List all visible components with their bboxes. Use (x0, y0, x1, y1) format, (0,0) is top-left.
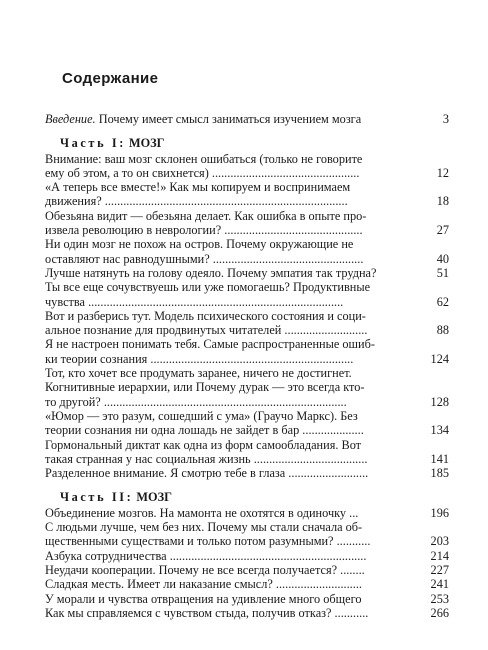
entry-text-line: Гормональный диктат как одна из форм самообладания. Вот (45, 437, 362, 452)
entry-text-line: С людьми лучше, чем без них. Почему мы стали сначала об- (45, 520, 363, 535)
intro-text: Почему имеет смысл заниматься изучением мозга (98, 112, 362, 126)
entry-text-line: Ты все еще сочувствуешь или уже помогаешь? Продуктивные (45, 280, 371, 295)
toc-entry (45, 180, 449, 194)
toc-entry-continued (45, 194, 449, 208)
entry-text-line: Объединение мозгов. На мамонта не охотятся в одиночку ... (45, 505, 359, 520)
entry-text-line: Тот, кто хочет все продумать заранее, ничего не достигнет. (45, 366, 352, 381)
entry-text-line: Азбука сотрудничества ................................................................ (45, 548, 367, 563)
entry-text-line: то другой? ............................................................................... (45, 394, 347, 409)
entry-text-line: Неудачи кооперации. Почему не все всегда получается? ........ (45, 562, 365, 577)
entry-text-line: Внимание: ваш мозг склонен ошибаться (только не говорите (45, 151, 363, 166)
part1-entries (45, 152, 449, 481)
entry-text-line: ему об этом, а то он свихнется) ................................................ (45, 165, 360, 180)
toc-entry (45, 577, 449, 591)
part-label: Часть I: (60, 136, 126, 151)
page-number: 134 (430, 423, 449, 438)
entry-text-line: щественными существами и только потом разумными? ........... (45, 534, 371, 549)
toc-entry-continued (45, 252, 449, 266)
entry-text-line: «А теперь все вместе!» Как мы копируем и воспринимаем (45, 180, 351, 195)
page-number: 124 (430, 351, 449, 366)
toc-entry (45, 506, 449, 520)
toc-entry (45, 366, 449, 380)
page-number: 196 (430, 505, 449, 520)
toc-entry-continued (45, 166, 449, 180)
entry-text-line: Разделенное внимание. Я смотрю тебе в глаза .......................... (45, 466, 369, 481)
part-heading-2 (45, 490, 449, 504)
toc-entry-intro (45, 112, 449, 126)
entry-text-line: чувства ................................................................................... (45, 294, 344, 309)
page-number: 185 (430, 466, 449, 481)
entry-text-line: теории сознания ни одна лошадь не зайдет в бар .................... (45, 423, 364, 438)
toc-entry (45, 438, 449, 452)
entry-text-line: ки теории сознания .................................................................. (45, 351, 354, 366)
toc-entry-continued (45, 352, 449, 366)
page-number: 227 (430, 562, 449, 577)
toc-entry-continued (45, 452, 449, 466)
toc-entry-continued (45, 395, 449, 409)
entry-text-line: извела революцию в неврологии? ............................................. (45, 223, 363, 238)
entry-text-line: Когнитивные иерархии, или Почему дурак — это всегда кто- (45, 380, 365, 395)
toc-entry-continued (45, 323, 449, 337)
part-label: Часть II: (60, 490, 134, 505)
toc-entry (45, 237, 449, 251)
part-heading-1 (45, 136, 449, 150)
toc-entry (45, 209, 449, 223)
toc-entry (45, 592, 449, 606)
toc-entry-continued (45, 295, 449, 309)
page-number: 266 (430, 605, 449, 620)
entry-text-line: Вот и разберись тут. Модель психического состояния и соци- (45, 308, 366, 323)
page-number: 128 (430, 394, 449, 409)
page-number: 241 (430, 577, 449, 592)
entry-text-line: Сладкая месть. Имеет ли наказание смысл? ............................ (45, 577, 362, 592)
toc-entry (45, 309, 449, 323)
table-of-contents (45, 112, 449, 620)
toc-entry-continued (45, 223, 449, 237)
entry-text-line: такая странная у нас социальная жизнь ..................................... (45, 451, 368, 466)
toc-entry (45, 380, 449, 394)
toc-entry (45, 409, 449, 423)
entry-text-line: Как мы справляемся с чувством стыда, получив отказ? ........... (45, 605, 369, 620)
page-number: 18 (436, 194, 449, 209)
toc-entry-continued (45, 534, 449, 548)
toc-entry (45, 337, 449, 351)
toc-entry (45, 280, 449, 294)
entry-text-line: Ни один мозг не похож на остров. Почему окружающие не (45, 237, 354, 252)
toc-entry (45, 152, 449, 166)
page-number: 27 (436, 223, 449, 238)
part-name: МОЗГ (129, 136, 165, 151)
page-number: 214 (430, 548, 449, 563)
entry-text-line: движения? ............................................................................... (45, 194, 348, 209)
entry-text-line: Обезьяна видит — обезьяна делает. Как ошибка в опыте про- (45, 208, 367, 223)
page-title: Содержание (62, 70, 159, 87)
entry-text-line: Лучше натянуть на голову одеяло. Почему эмпатия так трудна? (45, 265, 377, 280)
entry-text-line: альное познание для продвинутых читателей ........................... (45, 323, 368, 338)
entry-text-line: У морали и чувства отвращения на удивление много общего (45, 591, 362, 606)
page-number: 62 (436, 294, 449, 309)
page-number: 141 (430, 451, 449, 466)
page-number: 253 (430, 591, 449, 606)
page-number: 3 (442, 112, 449, 126)
entry-text-line: «Юмор — это разум, сошедший с ума» (Граучо Маркс). Без (45, 408, 358, 423)
toc-entry (45, 266, 449, 280)
page-number: 88 (436, 323, 449, 338)
page-number: 51 (436, 265, 449, 280)
entry-text-line: Я не настроен понимать тебя. Самые распространенные ошиб- (45, 337, 375, 352)
toc-entry (45, 563, 449, 577)
toc-entry (45, 606, 449, 620)
part2-entries (45, 506, 449, 620)
page-number: 12 (436, 165, 449, 180)
page-number: 40 (436, 251, 449, 266)
page-number: 203 (430, 534, 449, 549)
toc-entry (45, 466, 449, 480)
entry-text-line: оставляют нас равнодушными? ................................................. (45, 251, 364, 266)
toc-entry (45, 423, 449, 437)
toc-entry (45, 549, 449, 563)
part-name: МОЗГ (136, 490, 172, 505)
intro-label: Введение. (45, 112, 96, 126)
toc-entry (45, 520, 449, 534)
